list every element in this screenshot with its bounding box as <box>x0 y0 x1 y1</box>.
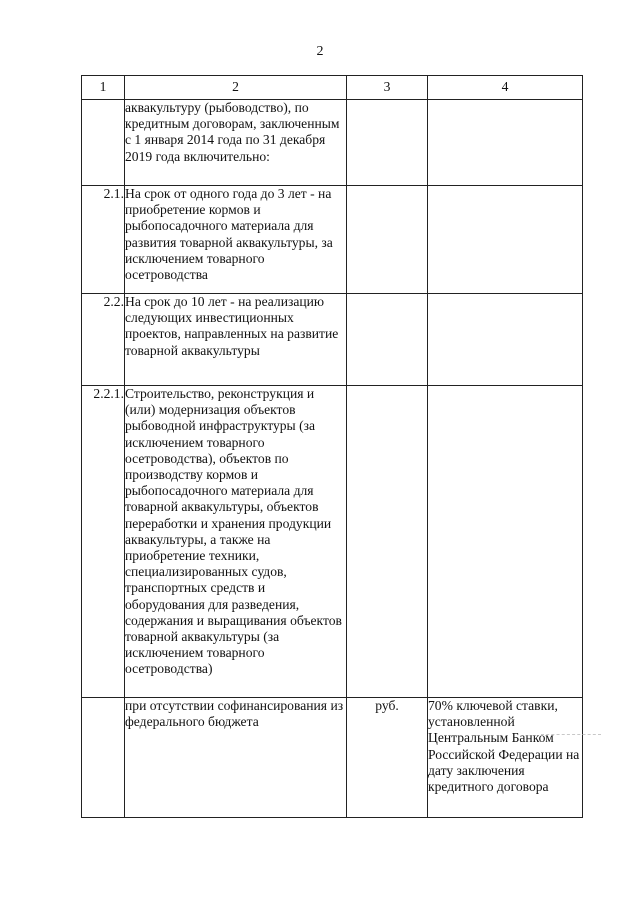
row-value <box>428 100 583 186</box>
row-number: 2.1. <box>82 186 125 294</box>
row-value <box>428 186 583 294</box>
row-description: при отсутствии софинансирования из федерального бюджета <box>125 698 347 818</box>
row-description: Строительство, реконструкция и (или) модернизация объектов рыбоводной инфраструктуры (за исключением товарного осетроводства), объектов по производству кормов и рыбопосадочного материала для товарной аквакультуры, объектов переработки и хранения продукции аквакультуры, а также на приобретение техники, специализированных судов, транспортных средств и оборудования для разведения, содержания и выращивания объектов товарной аквакультуры (за исключением товарного осетроводства) <box>125 386 347 698</box>
row-value: 70% ключевой ставки, установленной Центральным Банком Российской Федерации на дату заключения кредитного договора <box>428 698 583 818</box>
row-unit <box>347 100 428 186</box>
page-number: 2 <box>316 44 324 59</box>
row-value <box>428 386 583 698</box>
row-number <box>82 698 125 818</box>
table-row <box>82 386 583 698</box>
row-unit <box>347 186 428 294</box>
column-header: 1 <box>82 76 125 100</box>
row-description: аквакультуру (рыбоводство), по кредитным договорам, заключенным с 1 января 2014 года по 31 декабря 2019 года включительно: <box>125 100 347 186</box>
column-header: 4 <box>428 76 583 100</box>
row-value <box>428 294 583 386</box>
scan-artifact <box>541 734 601 735</box>
table-header-row <box>82 76 583 100</box>
row-unit: руб. <box>347 698 428 818</box>
table-row <box>82 186 583 294</box>
row-description: На срок от одного года до 3 лет - на приобретение кормов и рыбопосадочного материала для развития товарной аквакультуры, за исключением товарного осетроводства <box>125 186 347 294</box>
row-number: 2.2. <box>82 294 125 386</box>
row-number <box>82 100 125 186</box>
table-row <box>82 100 583 186</box>
table-row <box>82 294 583 386</box>
rates-table <box>81 75 583 818</box>
row-unit <box>347 294 428 386</box>
row-number: 2.2.1. <box>82 386 125 698</box>
row-description: На срок до 10 лет - на реализацию следующих инвестиционных проектов, направленных на развитие товарной аквакультуры <box>125 294 347 386</box>
column-header: 3 <box>347 76 428 100</box>
row-unit <box>347 386 428 698</box>
column-header: 2 <box>125 76 347 100</box>
table-row <box>82 698 583 818</box>
